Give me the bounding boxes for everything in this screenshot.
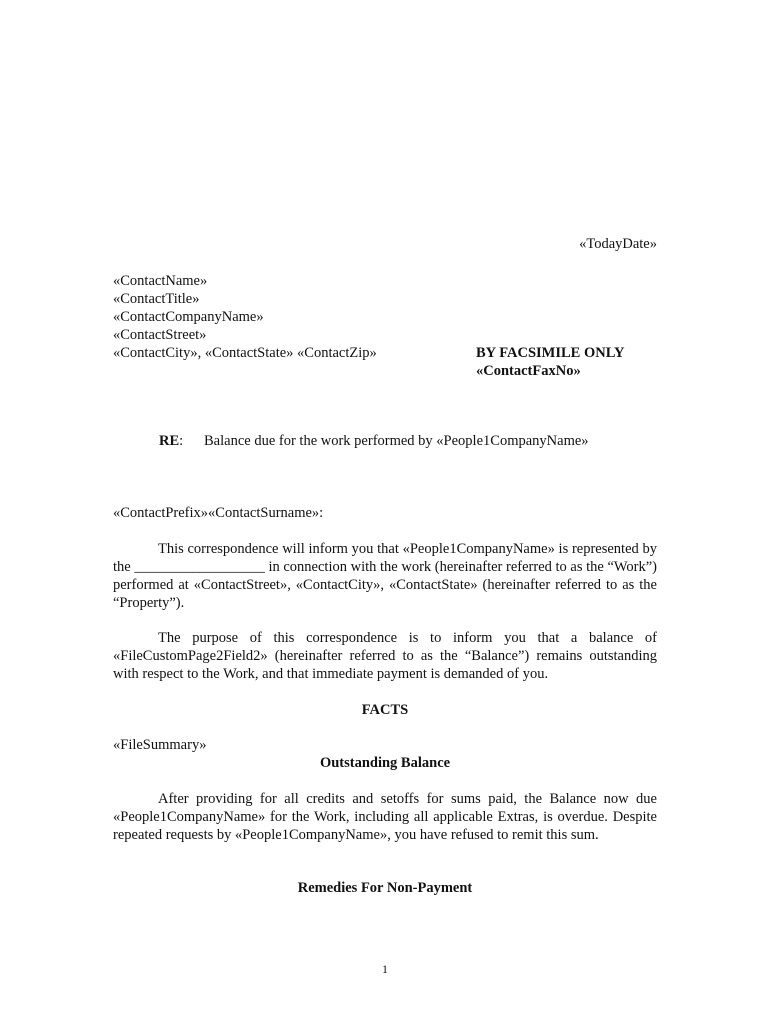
re-colon: : — [179, 433, 184, 449]
paragraph-1-block — [113, 540, 657, 612]
file-summary-block — [113, 736, 657, 754]
outstanding-balance-heading: Outstanding Balance — [319, 755, 451, 771]
recipient-city-state-zip: «ContactCity», «ContactState» «ContactZip» — [113, 345, 377, 361]
paragraph-purpose: The purpose of this correspondence is to inform you that a balance of «FileCustomPage2Field2» (hereinafter referred to as the “Balance”) remains outstanding with respect to the Work, and that immediate payment is demanded of you. — [113, 630, 657, 682]
page-number: 1 — [382, 962, 388, 976]
re-subject: Balance due for the work performed by «People1CompanyName» — [204, 433, 589, 449]
paragraph-2-block — [113, 629, 657, 683]
salutation-block — [113, 504, 657, 522]
remedies-heading: Remedies For Non-Payment — [297, 880, 473, 896]
recipient-company: «ContactCompanyName» — [113, 309, 264, 325]
delivery-block — [476, 344, 625, 380]
re-label: RE — [159, 433, 180, 449]
fax-number: «ContactFaxNo» — [476, 363, 581, 379]
recipient-address — [113, 272, 377, 362]
paragraph-balance-due: After providing for all credits and setoffs for sums paid, the Balance now due «People1CompanyName» for the Work, including all applicable Extras, is overdue. Despite repeated requests by «People1CompanyName», you have refused to remit this sum. — [113, 791, 657, 843]
recipient-title: «ContactTitle» — [113, 291, 200, 307]
paragraph-3-block — [113, 790, 657, 844]
salutation: «ContactPrefix»«ContactSurname»: — [113, 505, 324, 521]
letter-date: «TodayDate» — [579, 236, 657, 252]
re-line — [159, 433, 589, 450]
facts-heading: FACTS — [361, 702, 409, 718]
delivery-method: BY FACSIMILE ONLY — [476, 345, 625, 361]
paragraph-representation: This correspondence will inform you that «People1CompanyName» is represented by the __________________ in connection with the work (hereinafter referred to as the “Work”) performed at «ContactStreet», «ContactCity», «ContactState» (hereinafter referred to as the “Property”). — [113, 541, 658, 611]
recipient-street: «ContactStreet» — [113, 327, 207, 343]
recipient-name: «ContactName» — [113, 273, 208, 289]
file-summary: «FileSummary» — [113, 737, 207, 753]
